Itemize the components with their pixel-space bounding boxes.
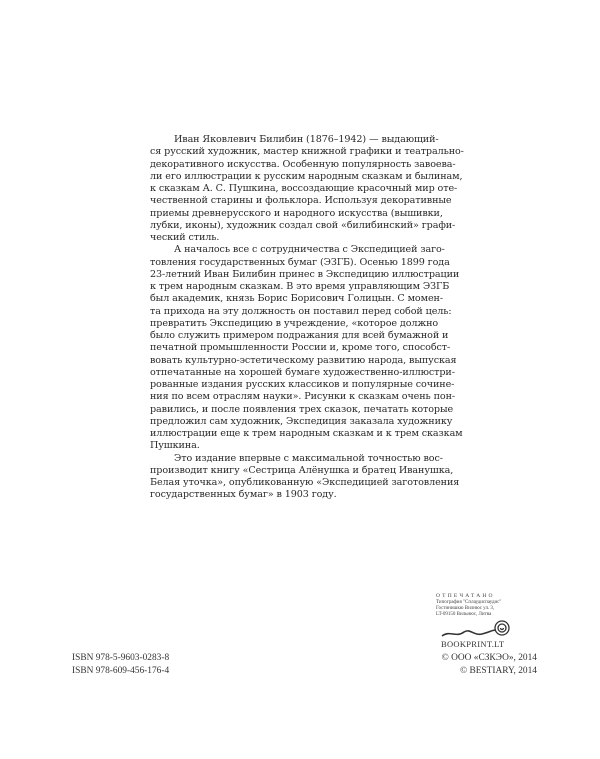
text-line: предложил сам художник, Экспедиция заказала художнику (150, 415, 453, 427)
body-text (150, 134, 464, 502)
text-line: отпечатанные на хорошей бумаге художественно-иллюстри- (150, 366, 455, 378)
text-line: чественной старины и фольклора. Используя декоративные (150, 195, 452, 207)
text-line: та прихода на эту должность он поставил перед собой цель: (150, 305, 452, 317)
imprint-line: Типография "Сплаудиспаудис" (436, 600, 502, 605)
imprint-line: Гостинишкю Вилнюс ул. 3, (436, 606, 495, 611)
imprint-line: LT-09150 Вильнюс, Литва (436, 612, 492, 617)
text-line: производит книгу «Сестрица Алёнушка и братец Иванушка, (150, 464, 454, 476)
text-line: печатной промышленности России и, кроме того, способст- (150, 342, 451, 354)
isbn-line: ISBN 978-609-456-176-4 (72, 665, 170, 676)
text-line: иллюстрации еще к трем народным сказкам и к трем сказкам (150, 428, 463, 439)
text-line: ли его иллюстрации к русским народным сказкам и былинам, (150, 170, 463, 182)
text-line: Иван Яковлевич Билибин (1876–1942) — выдающий- (174, 134, 439, 145)
isbn-block (72, 652, 169, 677)
text-line: вовать культурно-эстетическому развитию народа, выпуская (150, 354, 457, 366)
imprint-heading: ОТПЕЧАТАНО (436, 593, 495, 599)
text-line: к сказкам А. С. Пушкина, воссоздающие красочный мир оте- (150, 183, 458, 194)
text-line: 23-летний Иван Билибин принес в Экспедицию иллюстрации (150, 268, 460, 280)
text-line: ся русский художник, мастер книжной графики и театрально- (150, 146, 464, 158)
text-line: было служить примером подражания для всей бумажной и (150, 330, 449, 341)
text-line: ния по всем отраслям науки». Рисунки к сказкам очень пон- (150, 391, 456, 403)
text-line: приемы древнерусского и народного искусства (вышивки, (150, 207, 443, 219)
text-line: ческий стиль. (150, 232, 220, 243)
text-line: равились, и после появления трех сказок, печатать которые (150, 403, 454, 415)
bookprint-logo-text: BOOKPRINT.LT (441, 639, 505, 649)
text-line: А началось все с сотрудничества с Экспедицией заго- (174, 244, 445, 256)
text-line: Белая уточка», опубликованную «Экспедицией заготовления (150, 477, 460, 488)
text-line: превратить Экспедицию в учреждение, «которое должно (150, 317, 439, 329)
copyright-block (442, 652, 537, 677)
text-line: Это издание впервые с максимальной точностью вос- (174, 452, 443, 464)
text-line: к трем народным сказкам. В это время управляющим ЭЗГБ (150, 281, 450, 292)
text-line: декоративного искусства. Особенную популярность завоева- (150, 158, 456, 170)
copyright-line: © BESTIARY, 2014 (459, 665, 537, 676)
text-line: был академик, князь Борис Борисович Голицын. С момен- (150, 293, 443, 305)
bookprint-logo-icon (440, 618, 512, 640)
text-line: лубки, иконы), художник создал свой «билибинский» графи- (150, 219, 456, 231)
text-line: рованные издания русских классиков и популярные сочине- (150, 379, 455, 390)
text-line: государственных бумаг» в 1903 году. (150, 489, 337, 501)
text-line: Пушкина. (150, 440, 200, 452)
text-line: товления государственных бумаг (ЭЗГБ). Осенью 1899 года (150, 256, 450, 268)
isbn-line: ISBN 978-5-9603-0283-8 (72, 653, 170, 663)
printer-imprint (436, 593, 536, 618)
copyright-line: © ООО «СЗКЭО», 2014 (441, 653, 537, 663)
